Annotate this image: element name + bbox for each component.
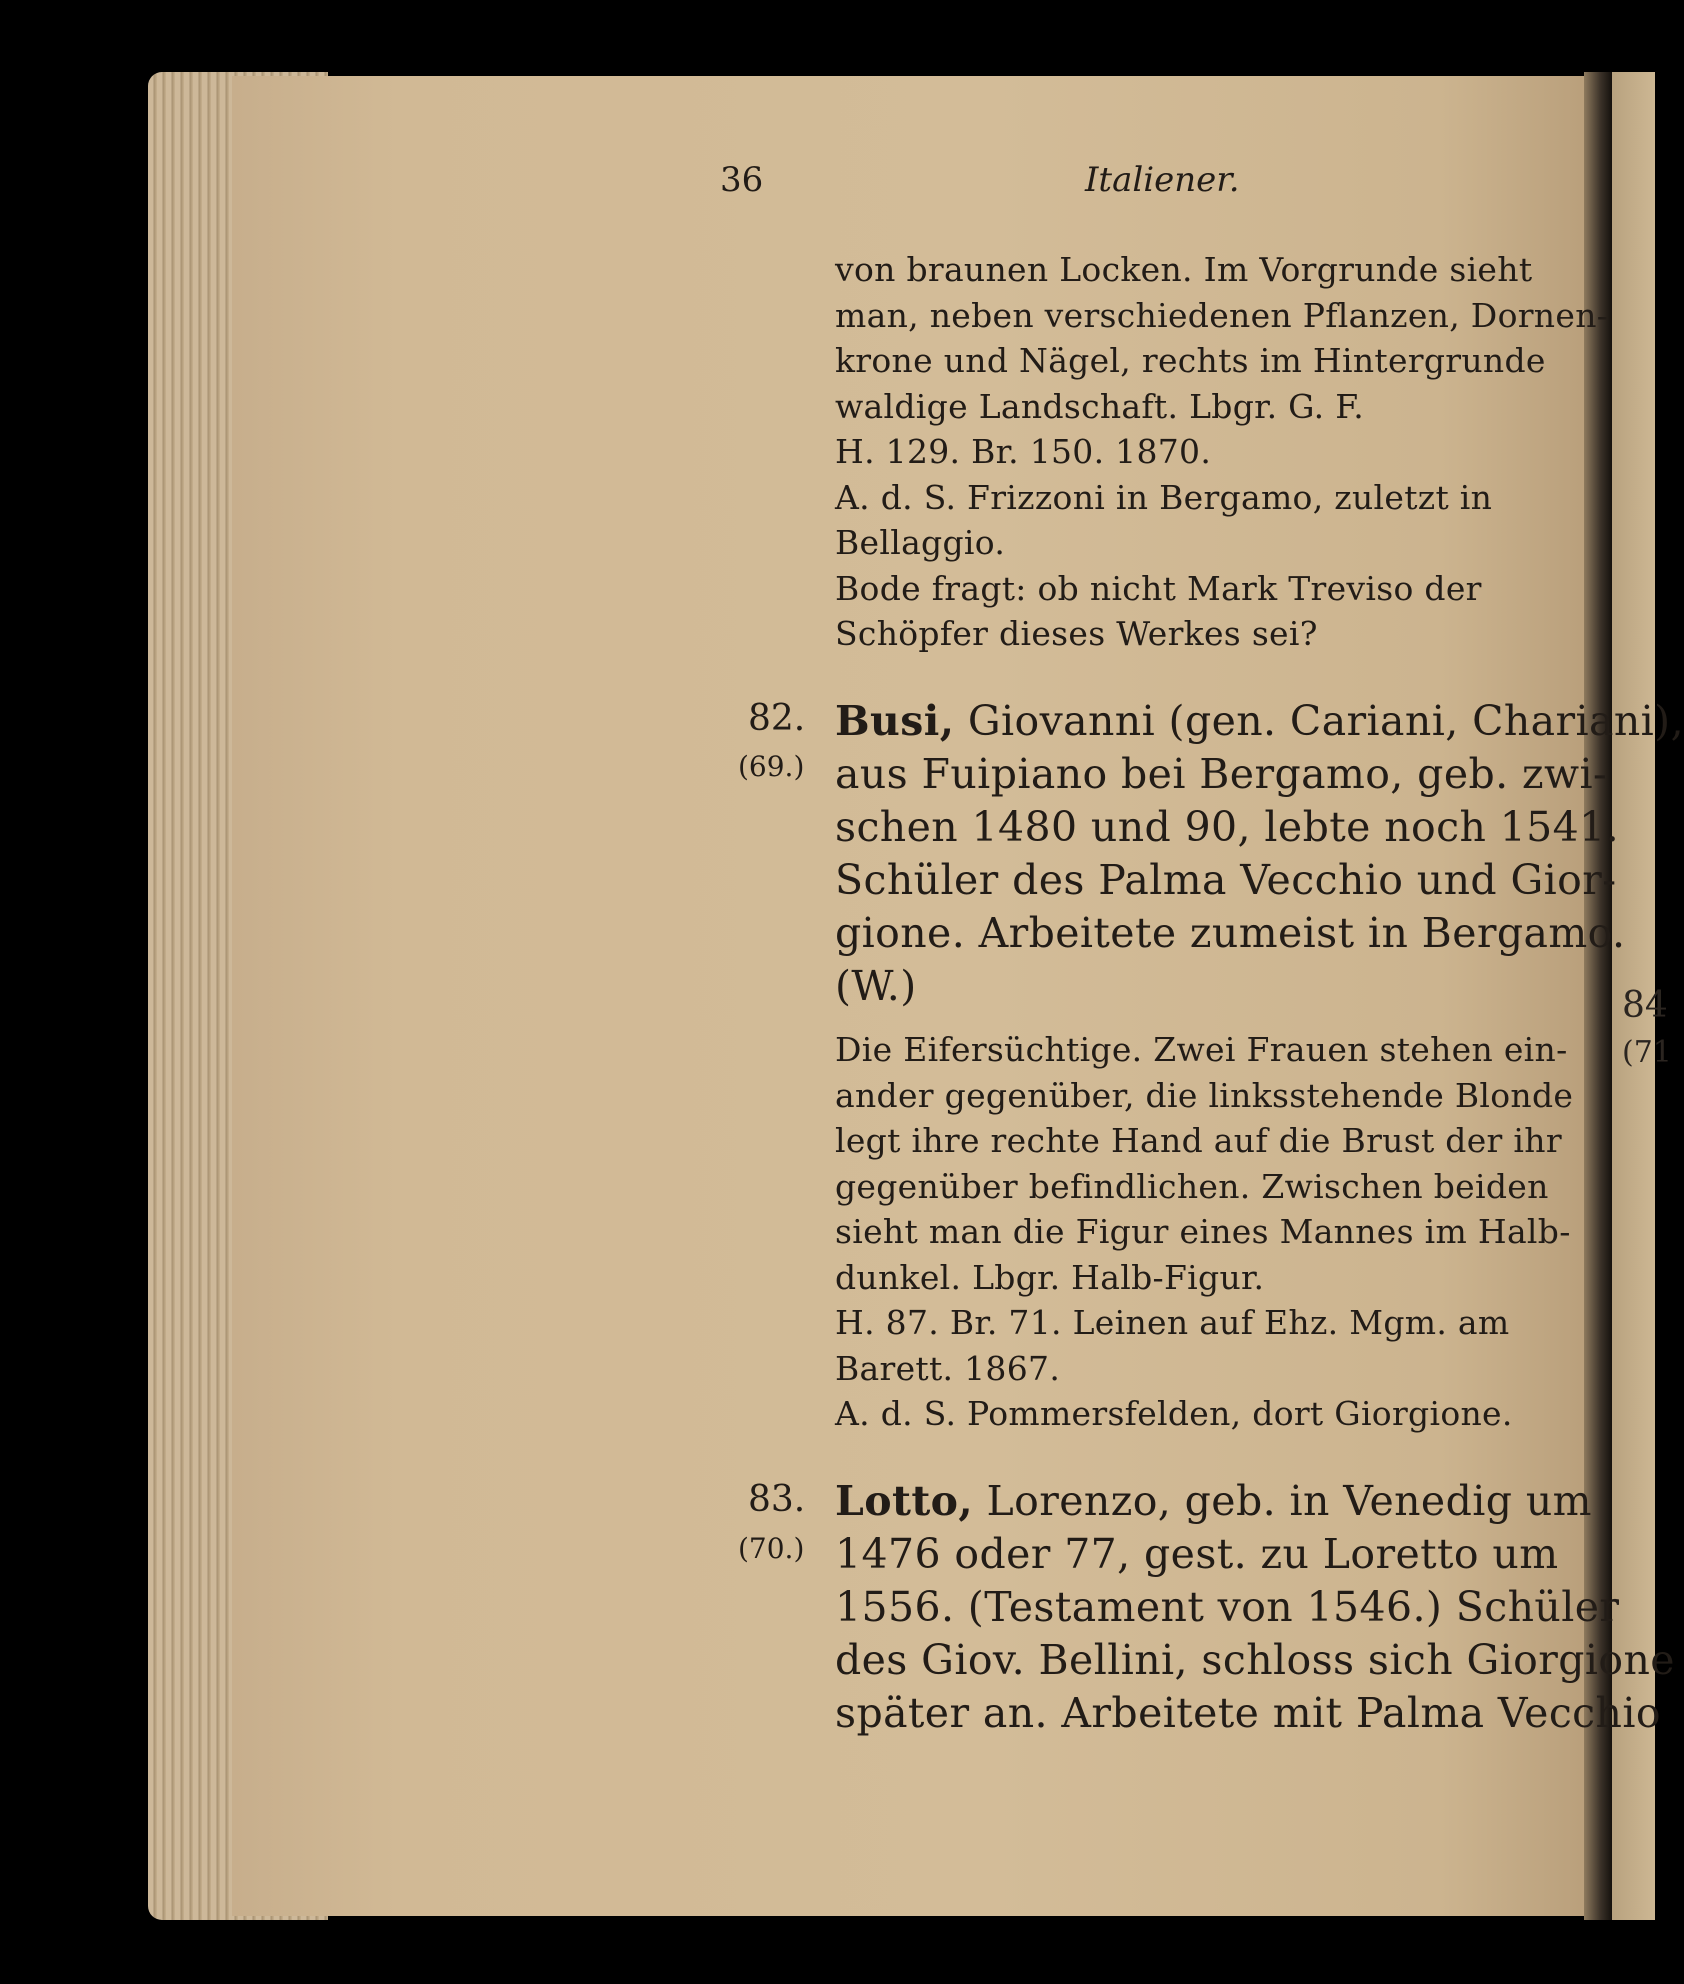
next-page-catalog-fragment: (71 — [1622, 1035, 1672, 1070]
text-line: man, neben verschiedenen Pflanzen, Dornen- — [835, 295, 1609, 335]
bio-line: Schüler des Palma Vecchio und Gior- — [835, 856, 1617, 904]
bio-line: des Giov. Bellini, schloss sich Giorgione — [835, 1636, 1675, 1684]
text-line: dunkel. Lbgr. Halb-Figur. — [835, 1257, 1265, 1297]
text-line: Die Eifersüchtige. Zwei Frauen stehen ein- — [835, 1030, 1568, 1069]
page-number: 36 — [720, 160, 764, 200]
text-line: A. d. S. Pommersfelden, dort Giorgione. — [835, 1394, 1513, 1433]
bio-line: später an. Arbeitete mit Palma Vecchio — [835, 1689, 1661, 1737]
text-line: Bode fragt: ob nicht Mark Treviso der — [835, 568, 1482, 608]
bio-line: 1476 oder 77, gest. zu Loretto um — [835, 1530, 1559, 1578]
painting-description — [835, 1027, 1573, 1437]
artist-heading — [835, 1475, 1675, 1528]
text-line: von braunen Locken. Im Vorgrunde sieht — [835, 250, 1533, 289]
artist-name: Busi, — [835, 697, 955, 745]
text-line: Schöpfer dieses Werkes sei? — [835, 614, 1318, 653]
bio-line: 1556. (Testament von 1546.) Schüler — [835, 1583, 1620, 1631]
entry-number: 82. — [748, 698, 806, 739]
artist-entry-busi — [835, 695, 1684, 1013]
next-page-number-fragment: 84 — [1622, 985, 1668, 1026]
text-line: H. 87. Br. 71. Leinen auf Ehz. Mgm. am — [835, 1303, 1510, 1342]
text-line: gegenüber befindlichen. Zwischen beiden — [835, 1166, 1549, 1206]
text-line: H. 129. Br. 150. 1870. — [835, 432, 1212, 471]
text-line: ander gegenüber, die linksstehende Blonde — [835, 1075, 1574, 1115]
text-line: Bellaggio. — [835, 523, 1006, 562]
bio-line: aus Fuipiano bei Bergamo, geb. zwi- — [835, 750, 1608, 798]
continued-description — [835, 247, 1608, 657]
text-line: Barett. 1867. — [835, 1348, 1061, 1388]
bio-line: schen 1480 und 90, lebte noch 1541. — [835, 803, 1620, 851]
bio-line: (W.) — [835, 962, 917, 1010]
catalog-number: (70.) — [738, 1532, 805, 1565]
text-line: A. d. S. Frizzoni in Bergamo, zuletzt in — [835, 477, 1493, 517]
entry-number: 83. — [748, 1479, 806, 1520]
text-line: sieht man die Figur eines Mannes im Halb- — [835, 1212, 1571, 1251]
running-title: Italiener. — [1085, 160, 1240, 200]
catalog-number: (69.) — [738, 750, 805, 783]
text-line: krone und Nägel, rechts im Hintergrunde — [835, 341, 1546, 380]
artist-heading-rest: Giovanni (gen. Cariani, Chariani), — [954, 697, 1684, 745]
text-line: legt ihre rechte Hand auf die Brust der ihr — [835, 1121, 1562, 1160]
artist-entry-lotto — [835, 1475, 1675, 1740]
artist-heading-rest: Lorenzo, geb. in Venedig um — [973, 1477, 1592, 1525]
artist-heading — [835, 695, 1684, 748]
text-line: waldige Landschaft. Lbgr. G. F. — [835, 386, 1365, 426]
artist-name: Lotto, — [835, 1477, 974, 1525]
bio-line: gione. Arbeitete zumeist in Bergamo. — [835, 909, 1626, 957]
